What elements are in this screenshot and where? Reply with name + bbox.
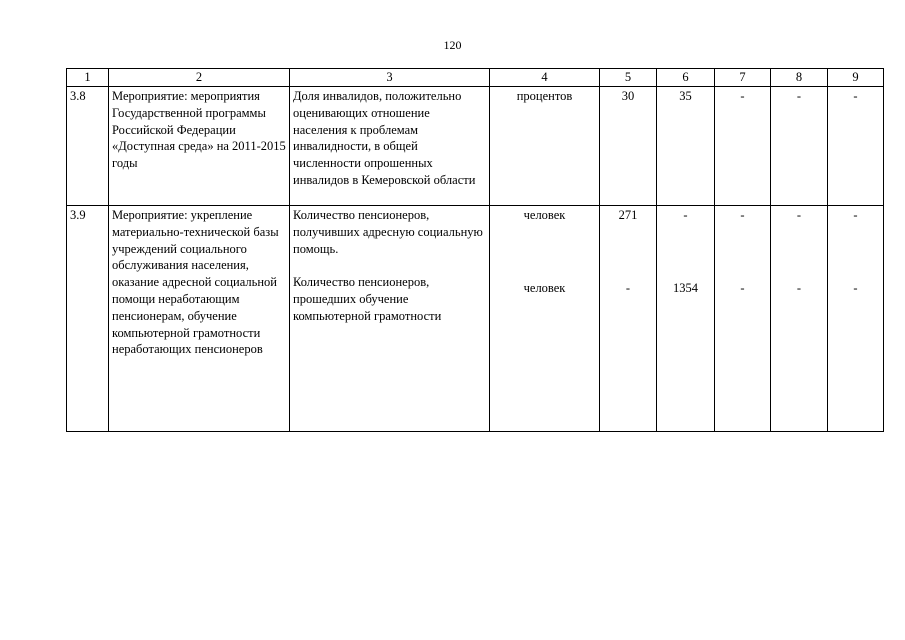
value-text: - — [796, 208, 802, 222]
value-col-9: - — [828, 87, 884, 206]
unit-cell: процентов — [490, 87, 600, 206]
table-row — [67, 206, 884, 432]
event-description: Мероприятие: мероприятия Государственной программы Российской Федерации «Доступная среда» на 2011-2015 годы — [109, 87, 290, 206]
value-col-7: - — [715, 87, 771, 206]
row-number: 3.9 — [67, 206, 109, 432]
indicator-text: Доля инвалидов, положительно оценивающих отношение населения к проблемам инвалидности, в общей численности опрошенных инвалидов в Кемеровской области — [290, 87, 490, 206]
value-col-6 — [657, 206, 715, 432]
value-col-9 — [828, 206, 884, 432]
value-col-5 — [600, 206, 657, 432]
value-text: - — [683, 208, 688, 222]
column-header: 6 — [657, 69, 715, 87]
value-col-5: 30 — [600, 87, 657, 206]
indicator-text: Количество пенсионеров, прошедших обучение компьютерной грамотности — [293, 275, 442, 323]
value-text: - — [625, 280, 631, 295]
column-header: 7 — [715, 69, 771, 87]
value-text: 271 — [618, 208, 638, 222]
unit-text: человек — [523, 280, 566, 295]
column-header: 5 — [600, 69, 657, 87]
value-text: - — [853, 208, 858, 222]
page-number: 120 — [443, 38, 462, 52]
indicator-text: Количество пенсионеров, получивших адресную социальную помощь. — [293, 208, 483, 256]
value-text: - — [740, 280, 745, 295]
table-header-row — [67, 69, 884, 87]
value-col-8 — [771, 206, 828, 432]
column-header: 9 — [828, 69, 884, 87]
data-table — [66, 68, 884, 432]
indicator-cell — [290, 206, 490, 432]
value-text: - — [853, 280, 858, 295]
column-header: 3 — [290, 69, 490, 87]
value-text: 1354 — [673, 280, 698, 295]
unit-text: человек — [523, 208, 566, 222]
column-header: 1 — [67, 69, 109, 87]
column-header: 2 — [109, 69, 290, 87]
value-col-7 — [715, 206, 771, 432]
column-header: 8 — [771, 69, 828, 87]
value-col-6: 35 — [657, 87, 715, 206]
unit-cell — [490, 206, 600, 432]
value-text: - — [796, 280, 802, 295]
table-row — [67, 87, 884, 206]
row-number: 3.8 — [67, 87, 109, 206]
column-header: 4 — [490, 69, 600, 87]
value-col-8: - — [771, 87, 828, 206]
value-text: - — [740, 208, 745, 222]
event-description: Мероприятие: укрепление материально-технической базы учреждений социального обслуживания населения, оказание адресной социальной помощи неработающим пенсионерам, обучение компьютерной грамотности неработающих пенсионеров — [109, 206, 290, 432]
